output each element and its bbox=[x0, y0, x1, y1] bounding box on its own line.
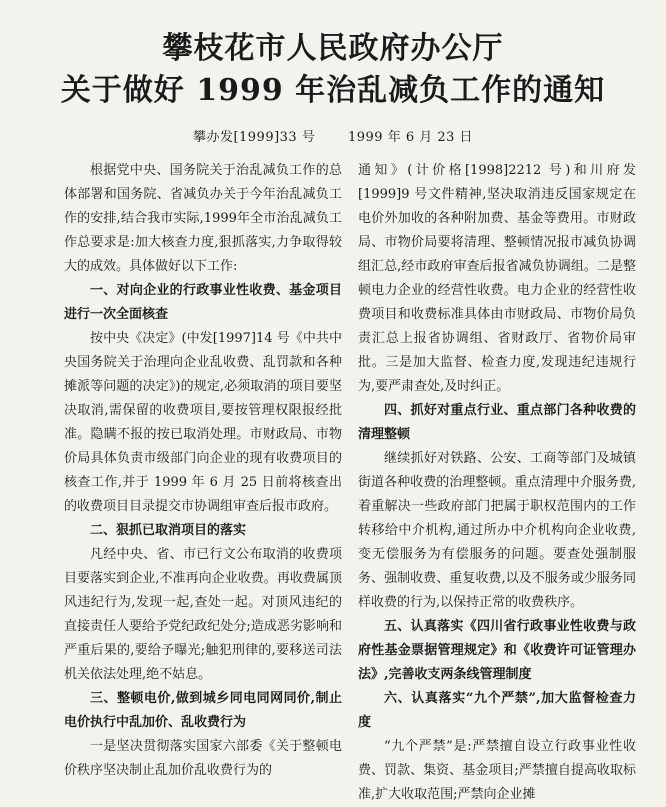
paragraph: 凡经中央、省、市已行文公布取消的收费项目要落实到企业,不准再向企业收费。再收费属顶风违纪行为,发现一起,查处一起。对顶风违纪的直接责任人要给予党纪政纪处分;造成恶劣影响和严重后果的,要给予曝光;触犯刑律的,要移送司法机关依法处理,绝不姑息。 bbox=[64, 547, 342, 682]
doc-date: 1999 年 6 月 23 日 bbox=[347, 130, 474, 145]
title-line-2: 关于做好 1999 年治乱减负工作的通知 bbox=[60, 73, 606, 108]
paragraph: “九个严禁”是:严禁擅自设立行政事业性收费、罚款、集资、基金项目;严禁擅自提高收取标准,扩大收取范围;严禁向企业摊 bbox=[358, 739, 636, 802]
paragraph: 继续抓好对铁路、公安、工商等部门及城镇街道各种收费的治理整顿。重点清理中介服务费,着重解决一些政府部门把属于职权范围内的工作转移给中介机构,通过所办中介机构向企业收费,变无偿服务为有偿服务的问题。要查处强制服务、强制收费、重复收费,以及不服务或少服务同样收费的行为,以保持正常的收费秩序。 bbox=[358, 451, 636, 610]
paragraph: 一是坚决贯彻落实国家六部委《关于整顿电价秩序坚决制止乱加价乱收费行为的 bbox=[64, 739, 342, 778]
doc-number: 攀办发[1999]33 号 bbox=[192, 130, 316, 145]
doc-meta bbox=[0, 126, 666, 145]
section-heading: 五、认真落实《四川省行政事业性收费与政府性基金票据管理规定》和《收费许可证管理办法》,完善收支两条线管理制度 bbox=[358, 619, 636, 682]
paragraph: 根据党中央、国务院关于治乱减负工作的总体部署和国务院、省减负办关于今年治乱减负工作的安排,结合我市实际,1999年全市治乱减负工作总要求是:加大核查力度,狠抓落实,力争取得较大的成效。具体做好以下工作: bbox=[64, 163, 342, 274]
left-column bbox=[64, 159, 342, 783]
paragraph: 按中央《决定》(中发[1997]14 号《中共中央国务院关于治理向企业乱收费、乱罚款和各种摊派等问题的决定》)的规定,必须取消的项目要坚决取消,需保留的收费项目,要按管理权限报经批准。隐瞒不报的按已取消处理。市财政局、市物价局具体负责市级部门向企业的现有收费项目的核查工作,并于 1999 年 6 月 25 日前将核查出的收费项目目录提交市协调组审查后报市政府。 bbox=[64, 331, 342, 514]
section-heading: 二、狠抓已取消项目的落实 bbox=[90, 523, 247, 538]
section-heading: 四、抓好对重点行业、重点部门各种收费的清理整顿 bbox=[358, 403, 636, 442]
title-line-1: 攀枝花市人民政府办公厅 bbox=[162, 31, 504, 66]
section-heading: 三、整顿电价,做到城乡同电同网同价,制止电价执行中乱加价、乱收费行为 bbox=[64, 691, 342, 730]
section-heading: 六、认真落实“九个严禁”,加大监督检查力度 bbox=[358, 691, 636, 730]
section-heading: 一、对向企业的行政事业性收费、基金项目进行一次全面核查 bbox=[64, 283, 342, 322]
paragraph: 通知》(计价格[1998]2212 号)和川府发[1999]9 号文件精神,坚决取消违反国家规定在电价外加收的各种附加费、基金等费用。市财政局、市物价局要将清理、整顿情况报市减负协调组汇总,经市政府审查后报省减负协调组。二是整顿电力企业的经营性收费。电力企业的经营性收费项目和收费标准具体由市财政局、市物价局负责汇总上报省协调组、省财政厅、省物价局审批。三是加大监督、检查力度,发现违纪违规行为,要严肃查处,及时纠正。 bbox=[358, 163, 636, 394]
right-column bbox=[358, 159, 636, 807]
